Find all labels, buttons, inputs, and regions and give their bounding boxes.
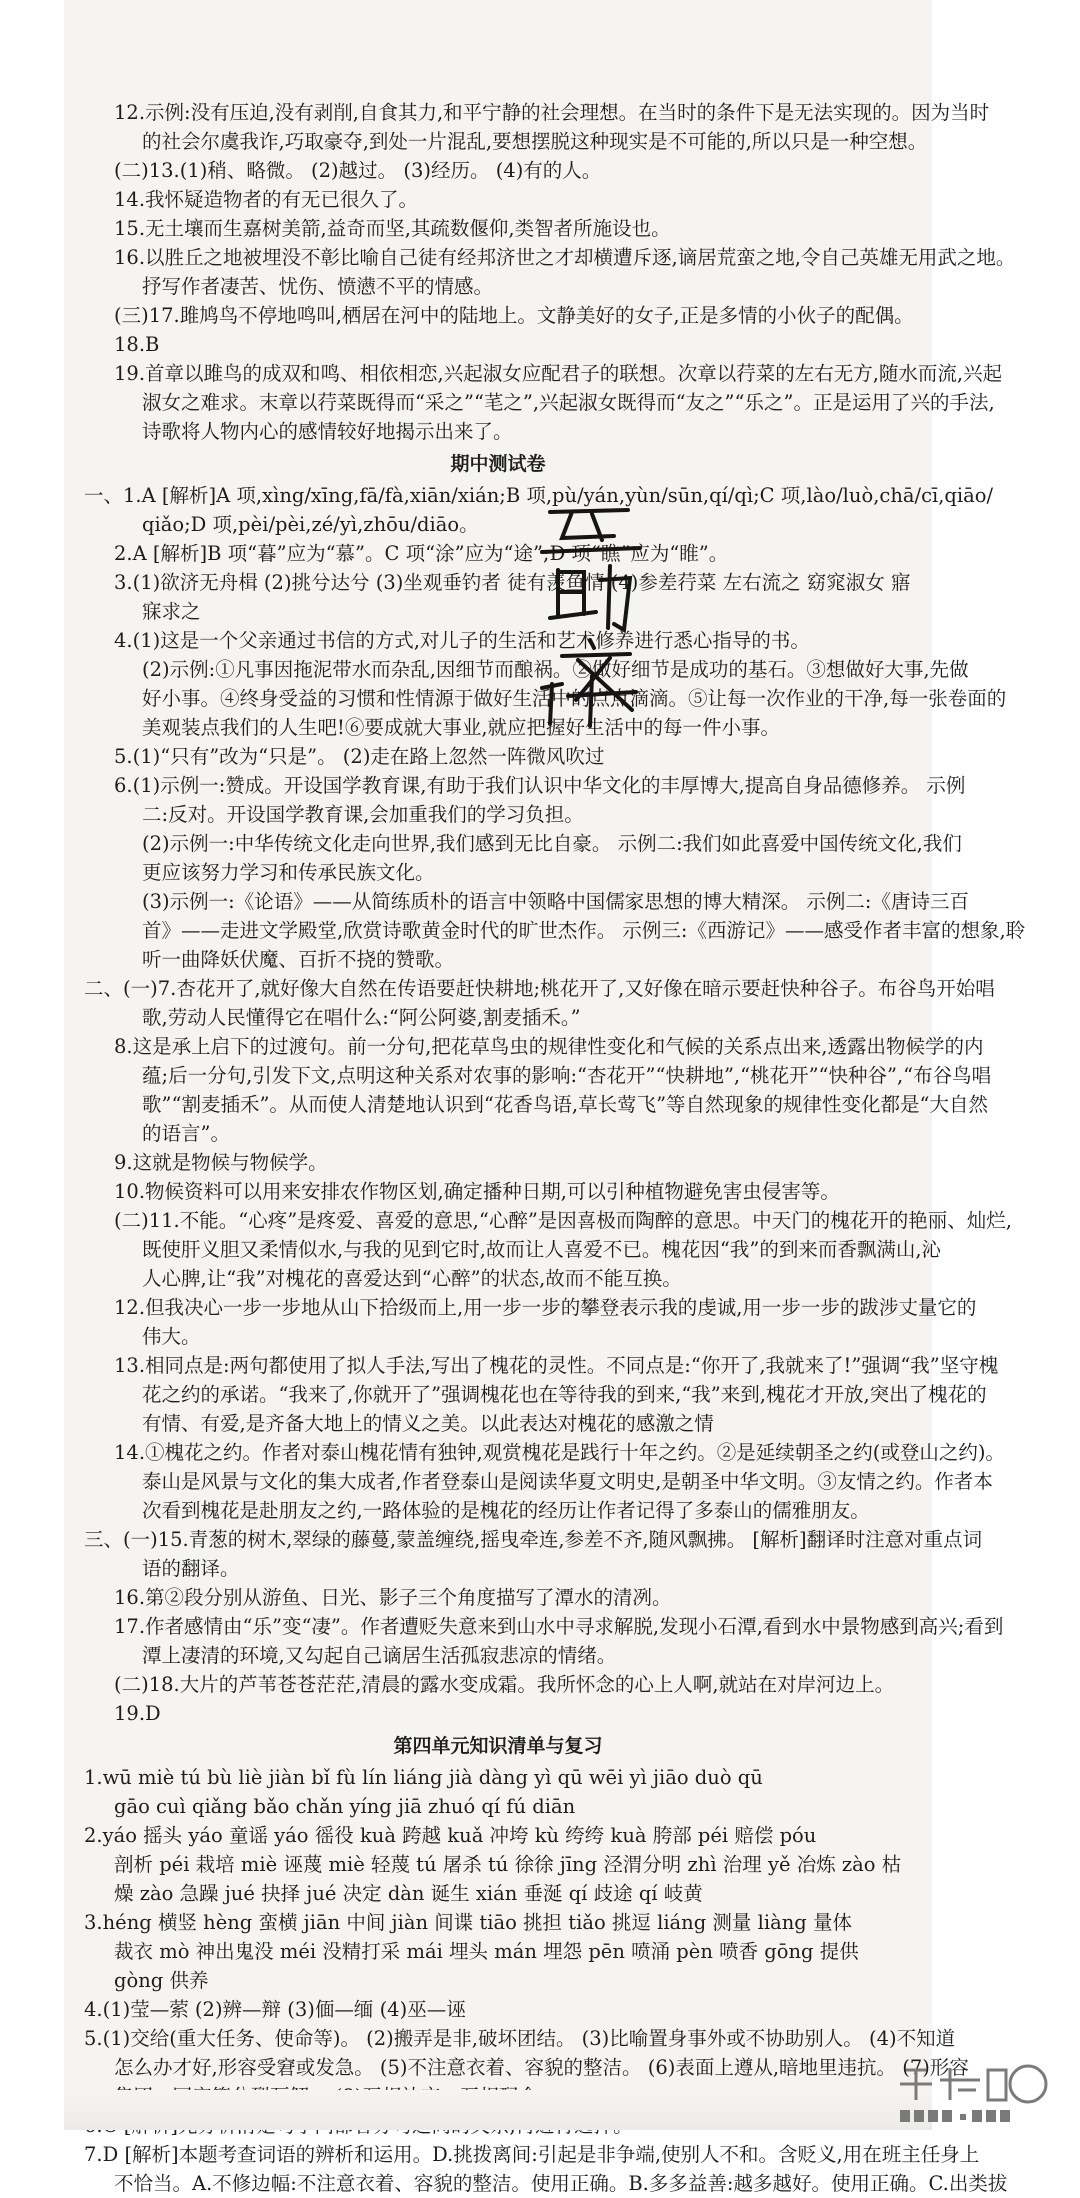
text-line: 2.yáo 摇头 yáo 童谣 yáo 徭役 kuà 跨越 kuǎ 冲垮 kù 绔绔 kuà 胯部 péi 赔偿 póu	[84, 1824, 817, 1847]
text-line: 怎么办才好,形容受窘或发急。 (5)不注意衣着、容貌的整洁。 (6)表面上遵从,暗地里违抗。 (7)形容	[114, 2056, 969, 2079]
text-line: 12.示例:没有压迫,没有剥削,自食其力,和平宁静的社会理想。在当时的条件下是无法实现的。因为当时	[114, 101, 990, 124]
text-line: 寐求之	[142, 600, 201, 623]
document-page	[64, 0, 1026, 2195]
text-line: 4.(1)这是一个父亲通过书信的方式,对儿子的生活和艺术修养进行悉心指导的书。	[114, 629, 810, 652]
text-line: 5.(1)交给(重大任务、使命等)。 (2)搬弄是非,破坏团结。 (3)比喻置身事外或不协助别人。 (4)不知道	[84, 2027, 956, 2050]
text-line: 抒写作者凄苦、忧伤、愤懑不平的情感。	[142, 275, 494, 298]
text-line: (二)13.(1)稍、略微。 (2)越过。 (3)经历。 (4)有的人。	[114, 159, 602, 182]
site-logo	[888, 2060, 1078, 2126]
section-heading: 第四单元知识清单与复习	[393, 1735, 603, 1757]
text-line: 淑女之难求。末章以荇菜既得而“采之”“芼之”,兴起淑女既得而“友之”“乐之”。正是运用了兴的手法,	[142, 391, 995, 414]
text-line: 歌”“割麦插禾”。从而使人清楚地认识到“花香鸟语,草长莺飞”等自然现象的规律性变化都是“大自然	[142, 1093, 989, 1116]
text-line: 蕴;后一分句,引发下文,点明这种关系对农事的影响:“杏花开”“快耕地”,“桃花开”“快种谷”,“布谷鸟唱	[142, 1064, 992, 1087]
text-line: 泰山是风景与文化的集大成者,作者登泰山是阅读华夏文明史,是朝圣中华文明。③友情之约。作者本	[142, 1470, 993, 1493]
text-line: 剖析 péi 栽培 miè 诬蔑 miè 轻蔑 tú 屠杀 tú 徐徐 jīng 泾渭分明 zhì 治理 yě 冶炼 zào 枯	[114, 1853, 902, 1876]
text-line: qiǎo;D 项,pèi/pèi,zé/yì,zhōu/diāo。	[142, 513, 479, 536]
text-line: 有情、有爱,是齐备大地上的情义之美。以此表达对槐花的感激之情	[142, 1412, 714, 1435]
text-line: 1.wū miè tú bù liè jiàn bǐ fù lín liáng jià dàng yì qū wēi yì jiāo duò qū	[84, 1766, 763, 1789]
text-line: 听一曲降妖伏魔、百折不挠的赞歌。	[142, 948, 455, 971]
text-line: (三)17.雎鸠鸟不停地鸣叫,栖居在河中的陆地上。文静美好的女子,正是多情的小伙子的配偶。	[114, 304, 914, 327]
text-line: 15.无土壤而生嘉树美箭,益奇而坚,其疏数偃仰,类智者所施设也。	[114, 217, 671, 240]
text-line: 歌,劳动人民懂得它在唱什么:“阿公阿婆,割麦插禾。”	[142, 1006, 581, 1029]
text-line: 18.B	[114, 333, 160, 356]
text-line: 13.相同点是:两句都使用了拟人手法,写出了槐花的灵性。不同点是:“你开了,我就来了!”强调“我”坚守槐	[114, 1354, 999, 1377]
text-line: 7.D [解析]本题考查词语的辨析和运用。D.挑拨离间:引起是非争端,使别人不和。含贬义,用在班主任身上	[84, 2143, 980, 2166]
text-line: 16.第②段分别从游鱼、日光、影子三个角度描写了潭水的清冽。	[114, 1586, 672, 1609]
text-line: 好小事。④终身受益的习惯和性情源于做好生活中的点点滴滴。⑤让每一次作业的干净,每一张卷面的	[142, 687, 1007, 710]
text-line: 二:反对。开设国学教育课,会加重我们的学习负担。	[142, 803, 584, 826]
text-line: (3)示例一:《论语》——从简练质朴的语言中领略中国儒家思想的博大精深。 示例二:《唐诗三百	[142, 890, 969, 913]
text-line: gāo cuì qiǎng bǎo chǎn yíng jiā zhuó qí fú diān	[114, 1795, 576, 1818]
text-line: 的语言”。	[142, 1122, 230, 1145]
text-line: 既使肝义胆又柔情似水,与我的见到它时,故而让人喜爱不已。槐花因“我”的到来而香飘满山,沁	[142, 1238, 942, 1261]
text-line: 10.物候资料可以用来安排农作物区划,确定播种日期,可以引种植物避免害虫侵害等。	[114, 1180, 840, 1203]
text-line: 裁衣 mò 神出鬼没 méi 没精打采 mái 埋头 mán 埋怨 pēn 喷涌 pèn 喷香 gōng 提供	[114, 1940, 859, 1963]
text-line: (二)18.大片的芦苇苍苍茫茫,清晨的露水变成霜。我所怀念的心上人啊,就站在对岸河边上。	[114, 1673, 895, 1696]
text-line: 潭上凄清的环境,又勾起自己谪居生活孤寂悲凉的情绪。	[142, 1644, 617, 1667]
text-line: 14.我怀疑造物者的有无已很久了。	[114, 188, 419, 211]
text-line: 14.①槐花之约。作者对泰山槐花情有独钟,观赏槐花是践行十年之约。②是延续朝圣之约(或登山之约)。	[114, 1441, 1005, 1464]
text-line: (2)示例:①凡事因拖泥带水而杂乱,因细节而酿祸。②做好细节是成功的基石。③想做好大事,先做	[142, 658, 969, 681]
answer-text-body	[84, 98, 1026, 2198]
text-line: 3.héng 横竖 hèng 蛮横 jiān 中间 jiàn 间谍 tiāo 挑担 tiǎo 挑逗 liáng 测量 liàng 量体	[84, 1911, 852, 1934]
section-heading: 期中测试卷	[450, 453, 546, 475]
text-line: 2.A [解析]B 项“暮”应为“慕”。C 项“涂”应为“途”;D 项“瞧”应为“睢”。	[114, 542, 729, 565]
text-line: 6.(1)示例一:赞成。开设国学教育课,有助于我们认识中华文化的丰厚博大,提高自身品德修养。 示例	[114, 774, 966, 797]
text-line: 17.作者感情由“乐”变“凄”。作者遭贬失意来到山水中寻求解脱,发现小石潭,看到水中景物感到高兴;看到	[114, 1615, 1004, 1638]
page-footer-shadow	[64, 2090, 932, 2130]
text-line: 的社会尔虞我诈,巧取豪夺,到处一片混乱,要想摆脱这种现实是不可能的,所以只是一种空想。	[142, 130, 928, 153]
text-line: 4.(1)莹—萦 (2)辨—辩 (3)偭—缅 (4)巫—诬	[84, 1998, 466, 2021]
text-line: 人心脾,让“我”对槐花的喜爱达到“心醉”的状态,故而不能互换。	[142, 1267, 682, 1290]
text-line: 8.这是承上启下的过渡句。前一分句,把花草鸟虫的规律性变化和气候的关系点出来,透露出物候学的内	[114, 1035, 984, 1058]
text-line: 燥 zào 急躁 jué 抉择 jué 决定 dàn 诞生 xián 垂涎 qí 歧途 qí 岐黄	[114, 1882, 703, 1905]
text-line: 19.D	[114, 1702, 161, 1725]
text-line: 9.这就是物候与物候学。	[114, 1151, 328, 1174]
text-line: 美观装点我们的人生吧!⑥要成就大事业,就应把握好生活中的每一件小事。	[142, 716, 781, 739]
text-line: 更应该努力学习和传承民族文化。	[142, 861, 435, 884]
text-line: 3.(1)欲济无舟楫 (2)挑兮达兮 (3)坐观垂钓者 徒有羡鱼情 (4)参差荇菜 左右流之 窈窕淑女 寤	[114, 571, 911, 594]
text-line: 三、(一)15.青葱的树木,翠绿的藤蔓,蒙盖缠绕,摇曳牵连,参差不齐,随风飘拂。 [解析]翻译时注意对重点词	[84, 1528, 983, 1551]
text-line: 首》——走进文学殿堂,欣赏诗歌黄金时代的旷世杰作。 示例三:《西游记》——感受作者丰富的想象,聆	[142, 919, 1026, 942]
text-line: 次看到槐花是赴朋友之约,一路体验的是槐花的经历让作者记得了多泰山的儒雅朋友。	[142, 1499, 870, 1522]
text-line: 二、(一)7.杏花开了,就好像大自然在传语要赶快耕地;桃花开了,又好像在暗示要赶快种谷子。布谷鸟开始唱	[84, 977, 995, 1000]
text-line: 诗歌将人物内心的感情较好地揭示出来了。	[142, 420, 513, 443]
text-line: 16.以胜丘之地被埋没不彰比喻自己徒有经邦济世之才却横遭斥逐,谪居荒蛮之地,令自己英雄无用武之地。	[114, 246, 1016, 269]
text-line: 19.首章以雎鸟的成双和鸣、相依相恋,兴起淑女应配君子的联想。次章以荇菜的左右无方,随水而流,兴起	[114, 362, 1003, 385]
text-line: 不恰当。A.不修边幅:不注意衣着、容貌的整洁。使用正确。B.多多益善:越多越好。使用正确。C.出类拔	[114, 2172, 1008, 2195]
text-line: 5.(1)“只有”改为“只是”。 (2)走在路上忽然一阵微风吹过	[114, 745, 605, 768]
text-line: gòng 供养	[114, 1969, 209, 1992]
text-line: 花之约的承诺。“我来了,你就开了”强调槐花也在等待我的到来,“我”来到,槐花才开放,突出了槐花的	[142, 1383, 987, 1406]
text-line: 伟大。	[142, 1325, 201, 1348]
text-line: 12.但我决心一步一步地从山下拾级而上,用一步一步的攀登表示我的虔诚,用一步一步的跋涉丈量它的	[114, 1296, 977, 1319]
text-line: (二)11.不能。“心疼”是疼爱、喜爱的意思,“心醉”是因喜极而陶醉的意思。中天门的槐花开的艳丽、灿烂,	[114, 1209, 1013, 1232]
text-line: 语的翻译。	[142, 1557, 240, 1580]
text-line: 一、1.A [解析]A 项,xìng/xīng,fā/fà,xiān/xián;B 项,pù/yán,yùn/sūn,qí/qì;C 项,lào/luò,chā/cī,qiāo/	[84, 484, 994, 507]
text-line: (2)示例一:中华传统文化走向世界,我们感到无比自豪。 示例二:我们如此喜爱中国传统文化,我们	[142, 832, 962, 855]
